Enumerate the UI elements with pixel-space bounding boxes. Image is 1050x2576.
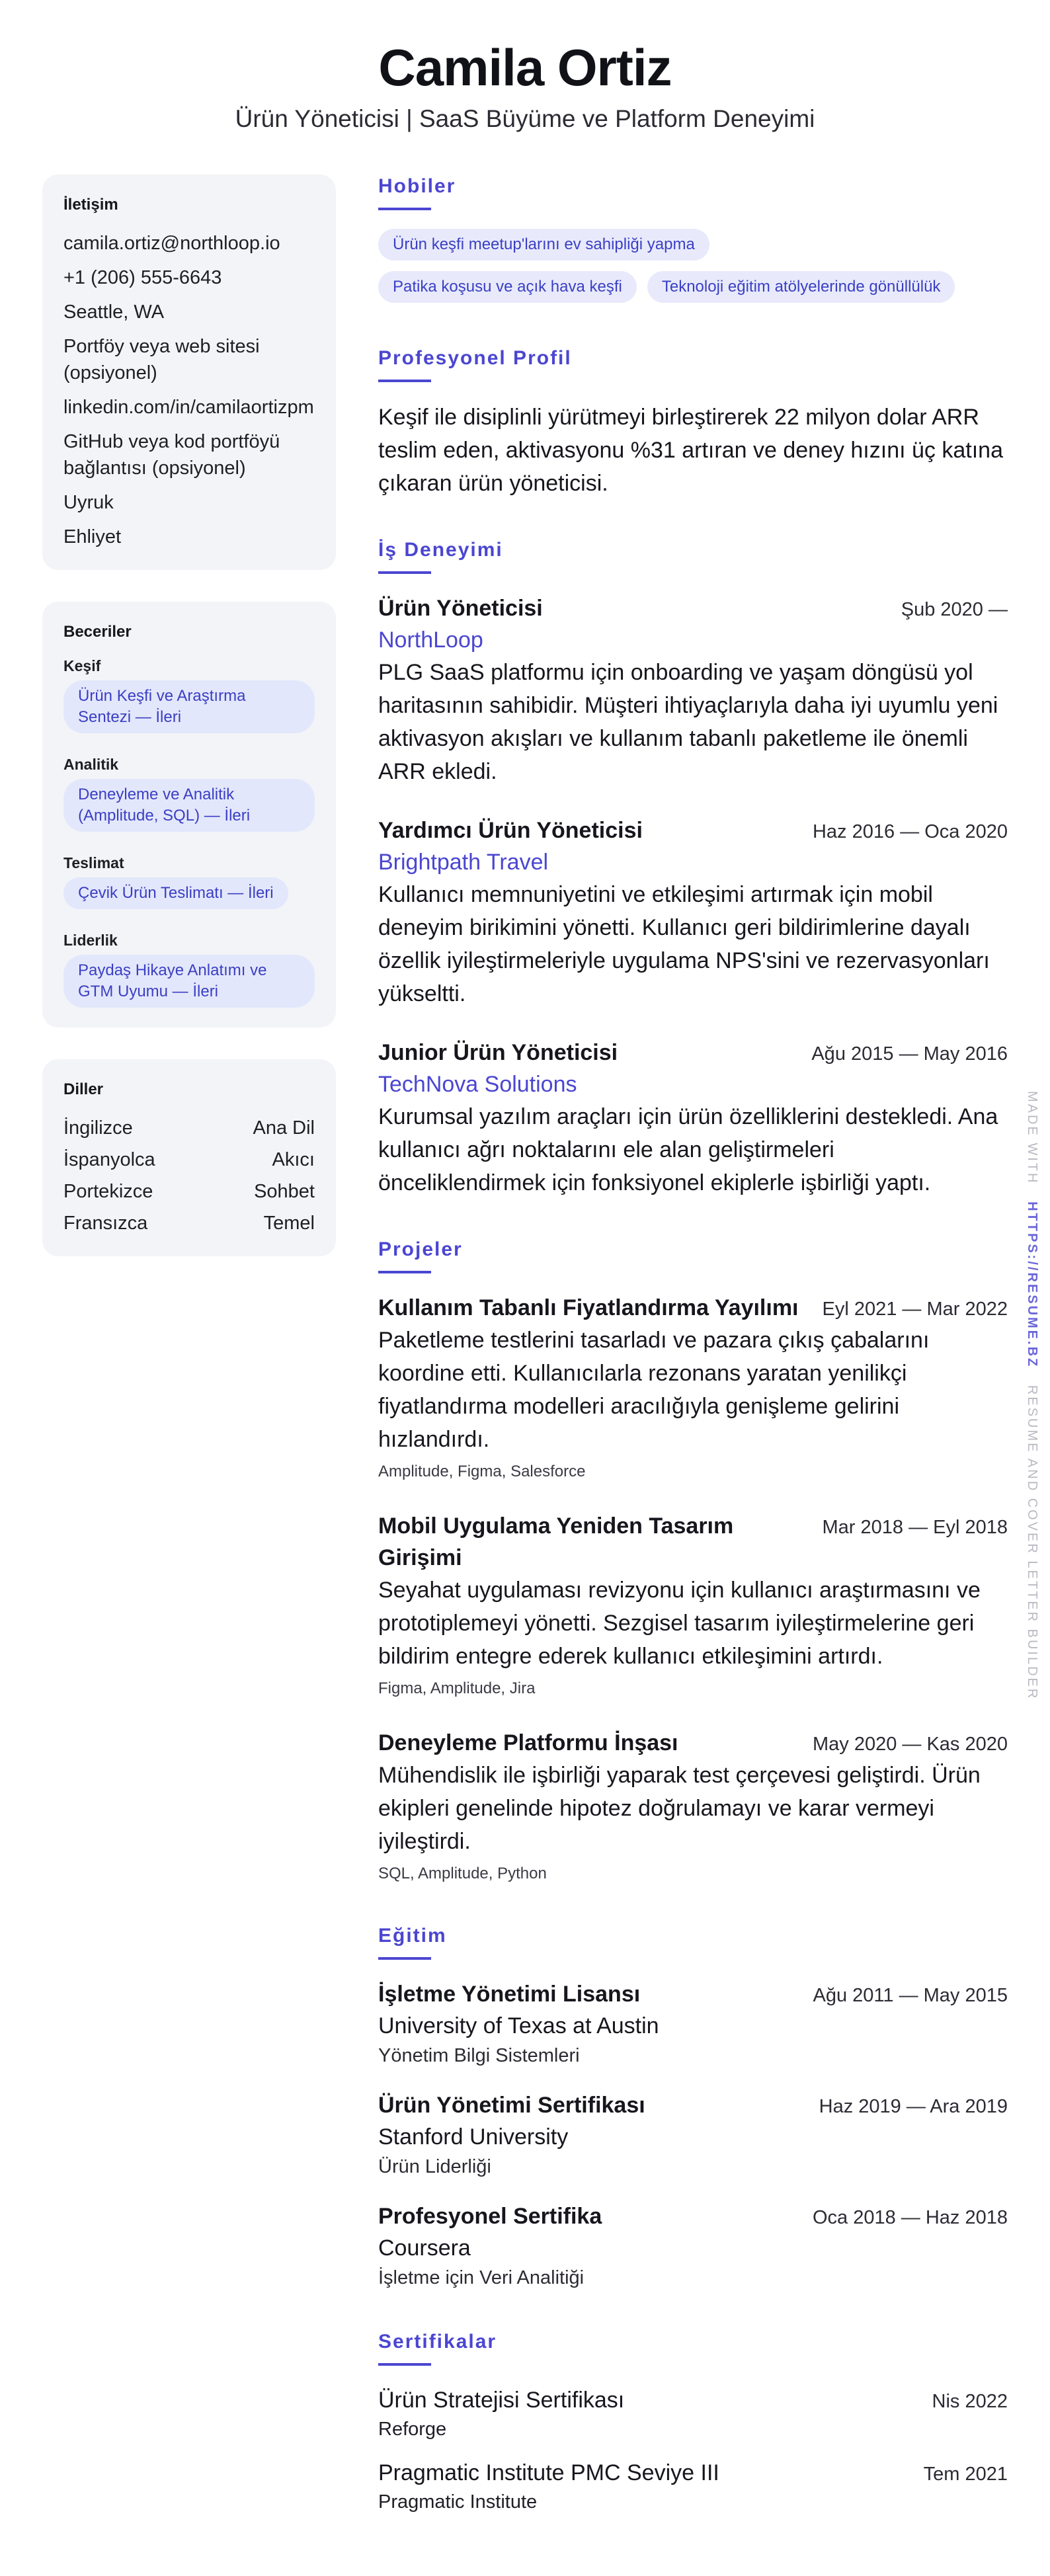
language-row (63, 1115, 315, 1141)
edu-degree: Ürün Yönetimi Sertifikası (378, 2093, 645, 2118)
project-entry (378, 1727, 1008, 1886)
edu-field: Ürün Liderliği (378, 2156, 491, 2177)
watermark-suffix: RESUME AND COVER LETTER BUILDER (1025, 1385, 1039, 1701)
contact-github: GitHub veya kod portföyü bağlantısı (opsiyonel) (63, 431, 280, 479)
experience-entry (378, 815, 1008, 1010)
project-name: Mobil Uygulama Yeniden Tasarım Girişimi (378, 1513, 734, 1570)
section-underline (378, 380, 431, 382)
main-content (378, 173, 1008, 2515)
resume-header (0, 0, 1050, 135)
edu-date: Oca 2018 — Haz 2018 (812, 2207, 1008, 2228)
sidebar (42, 175, 336, 1288)
cert-issuer: Reforge (378, 2419, 447, 2440)
cert-name: Pragmatic Institute PMC Seviye III (378, 2460, 719, 2485)
job-role: Ürün Yöneticisi (378, 596, 543, 621)
edu-date: Haz 2019 — Ara 2019 (819, 2096, 1008, 2117)
job-date: Şub 2020 — (901, 599, 1008, 620)
section-underline (378, 2363, 431, 2366)
edu-school: University of Texas at Austin (378, 2013, 659, 2038)
language-name: İngilizce (63, 1117, 133, 1139)
language-level: Temel (263, 1213, 315, 1234)
project-tools: SQL, Amplitude, Python (378, 1865, 547, 1882)
job-role: Junior Ürün Yöneticisi (378, 1040, 618, 1065)
hobby-chip: Ürün keşfi meetup'larını ev sahipliği yapma (378, 229, 709, 261)
languages-card (42, 1059, 336, 1256)
education-title: Eğitim (378, 1925, 447, 1947)
projects-section (378, 1236, 1008, 1886)
profile-summary: Keşif ile disiplinli yürütmeyi birleştirerek 22 milyon dolar ARR teslim eden, aktivasyonu %31 artıran ve deney hızını üç katına çıkaran ürün yöneticisi. (378, 405, 1003, 496)
project-date: Eyl 2021 — Mar 2022 (822, 1299, 1008, 1320)
job-description: PLG SaaS platformu için onboarding ve yaşam döngüsü yol haritasının sahibidir. Müşteri ihtiyaçlarıyla daha iyi uyumlu yeni aktivasyon akışları ve kullanım tabanlı paketleme ile önemli ARR ekledi. (378, 660, 998, 784)
edu-degree: İşletme Yönetimi Lisansı (378, 1982, 641, 2007)
edu-date: Ağu 2011 — May 2015 (813, 1985, 1008, 2006)
cert-date: Tem 2021 (923, 2464, 1008, 2485)
experience-entry (378, 592, 1008, 788)
language-level: Sohbet (254, 1181, 315, 1202)
cert-issuer: Pragmatic Institute (378, 2491, 538, 2513)
experience-entry (378, 1037, 1008, 1199)
skill-group-label: Teslimat (63, 854, 124, 871)
edu-field: İşletme için Veri Analitiği (378, 2267, 585, 2288)
language-row (63, 1178, 315, 1205)
contact-license: Ehliyet (63, 526, 122, 547)
edu-field: Yönetim Bilgi Sistemleri (378, 2045, 580, 2066)
certifications-section (378, 2329, 1008, 2515)
experience-title: İş Deneyimi (378, 539, 503, 561)
project-date: Mar 2018 — Eyl 2018 (822, 1517, 1008, 1538)
contact-portfolio: Portföy veya web sitesi (opsiyonel) (63, 336, 260, 383)
section-underline (378, 1271, 431, 1273)
project-tools: Figma, Amplitude, Jira (378, 1679, 536, 1697)
skill-group-label: Keşif (63, 657, 101, 674)
education-entry (378, 1978, 1008, 2070)
certifications-title: Sertifikalar (378, 2331, 497, 2353)
projects-title: Projeler (378, 1238, 463, 1260)
job-company: NorthLoop (378, 627, 483, 653)
skill-chip: Çevik Ürün Teslimatı — İleri (63, 877, 288, 909)
job-company: TechNova Solutions (378, 1072, 577, 1097)
language-level: Akıcı (272, 1149, 315, 1170)
project-description: Mühendislik ile işbirliği yaparak test çerçevesi geliştirdi. Ürün ekipleri genelinde hipotez doğrulamayı ve karar vermeyi iyileştirdi. (378, 1763, 981, 1854)
edu-school: Coursera (378, 2235, 471, 2261)
watermark-link[interactable]: HTTPS://RESUME.BZ (1025, 1201, 1039, 1369)
project-date: May 2020 — Kas 2020 (812, 1734, 1008, 1755)
watermark-prefix: MADE WITH (1025, 1091, 1039, 1185)
edu-school: Stanford University (378, 2124, 569, 2150)
language-name: Portekizce (63, 1181, 153, 1202)
project-description: Seyahat uygulaması revizyonu için kullanıcı araştırmasını ve prototiplemeyi yönetti. Sezgisel tasarım iyileştirmelerine geri bildirim entegre ederek kullanıcı etkileşimini artırdı. (378, 1578, 981, 1669)
cert-date: Nis 2022 (932, 2391, 1008, 2412)
language-level: Ana Dil (253, 1117, 315, 1139)
section-underline (378, 571, 431, 574)
language-name: Fransızca (63, 1213, 148, 1234)
candidate-tagline: Ürün Yöneticisi | SaaS Büyüme ve Platform Deneyimi (235, 105, 815, 132)
section-underline (378, 208, 431, 210)
language-row (63, 1147, 315, 1173)
contact-title: İletişim (63, 196, 118, 214)
hobby-chip: Patika koşusu ve açık hava keşfi (378, 271, 637, 303)
job-description: Kullanıcı memnuniyetini ve etkileşimi artırmak için mobil deneyim birikimini yönetti. Kullanıcı geri bildirimlerine dayalı özellik iyileştirmeleriyle uygulama NPS'sini ve rezervasyonları yükseltti. (378, 882, 990, 1006)
contact-location: Seattle, WA (63, 302, 165, 323)
hobby-chip: Teknoloji eğitim atölyelerinde gönüllülük (647, 271, 955, 303)
language-row (63, 1210, 315, 1236)
edu-degree: Profesyonel Sertifika (378, 2204, 602, 2229)
job-date: Ağu 2015 — May 2016 (811, 1043, 1008, 1065)
contact-linkedin[interactable]: linkedin.com/in/camilaortizpm (63, 397, 314, 418)
hobby-list (378, 229, 1008, 313)
job-date: Haz 2016 — Oca 2020 (812, 821, 1008, 842)
job-company: Brightpath Travel (378, 850, 549, 875)
section-underline (378, 1957, 431, 1960)
certification-entry (378, 2384, 1008, 2442)
contact-phone[interactable]: +1 (206) 555-6643 (63, 267, 222, 288)
skill-chip: Deneyleme ve Analitik (Amplitude, SQL) — İleri (63, 779, 315, 832)
project-description: Paketleme testlerini tasarladı ve pazara çıkış çabalarını koordine etti. Kullanıcılarla rezonans yaratan yenilikçi fiyatlandırma modelleri aracılığıyla genişleme gelirini hızlandırdı. (378, 1328, 930, 1452)
education-entry (378, 2089, 1008, 2181)
project-name: Deneyleme Platformu İnşası (378, 1730, 678, 1755)
contact-email[interactable]: camila.ortiz@northloop.io (63, 233, 280, 254)
skills-title: Beceriler (63, 623, 132, 641)
project-name: Kullanım Tabanlı Fiyatlandırma Yayılımı (378, 1295, 799, 1320)
job-role: Yardımcı Ürün Yöneticisi (378, 818, 643, 843)
project-tools: Amplitude, Figma, Salesforce (378, 1463, 586, 1480)
languages-title: Diller (63, 1080, 104, 1098)
education-section (378, 1923, 1008, 2292)
project-entry (378, 1292, 1008, 1484)
project-entry (378, 1510, 1008, 1701)
cert-name: Ürün Stratejisi Sertifikası (378, 2388, 625, 2413)
candidate-name: Camila Ortiz (378, 38, 672, 97)
profile-title: Profesyonel Profil (378, 347, 572, 369)
certification-entry (378, 2457, 1008, 2515)
profile-section (378, 345, 1008, 500)
hobbies-section (378, 173, 1008, 313)
contact-card (42, 175, 336, 570)
skill-group-label: Analitik (63, 756, 119, 773)
education-entry (378, 2200, 1008, 2292)
job-description: Kurumsal yazılım araçları için ürün özelliklerini destekledi. Ana kullanıcı ağrı noktalarını ele alan geliştirmeleri önceliklendirmek için fonksiyonel ekiplerle işbirliği yaptı. (378, 1104, 998, 1195)
skill-chip: Ürün Keşfi ve Araştırma Sentezi — İleri (63, 680, 315, 733)
skill-chip: Paydaş Hikaye Anlatımı ve GTM Uyumu — İleri (63, 955, 315, 1008)
skills-card (42, 602, 336, 1027)
skill-group-label: Liderlik (63, 932, 118, 949)
contact-nationality: Uyruk (63, 492, 114, 513)
hobbies-title: Hobiler (378, 175, 456, 197)
builder-watermark (1024, 1091, 1039, 1700)
experience-section (378, 537, 1008, 1199)
language-name: İspanyolca (63, 1149, 155, 1170)
